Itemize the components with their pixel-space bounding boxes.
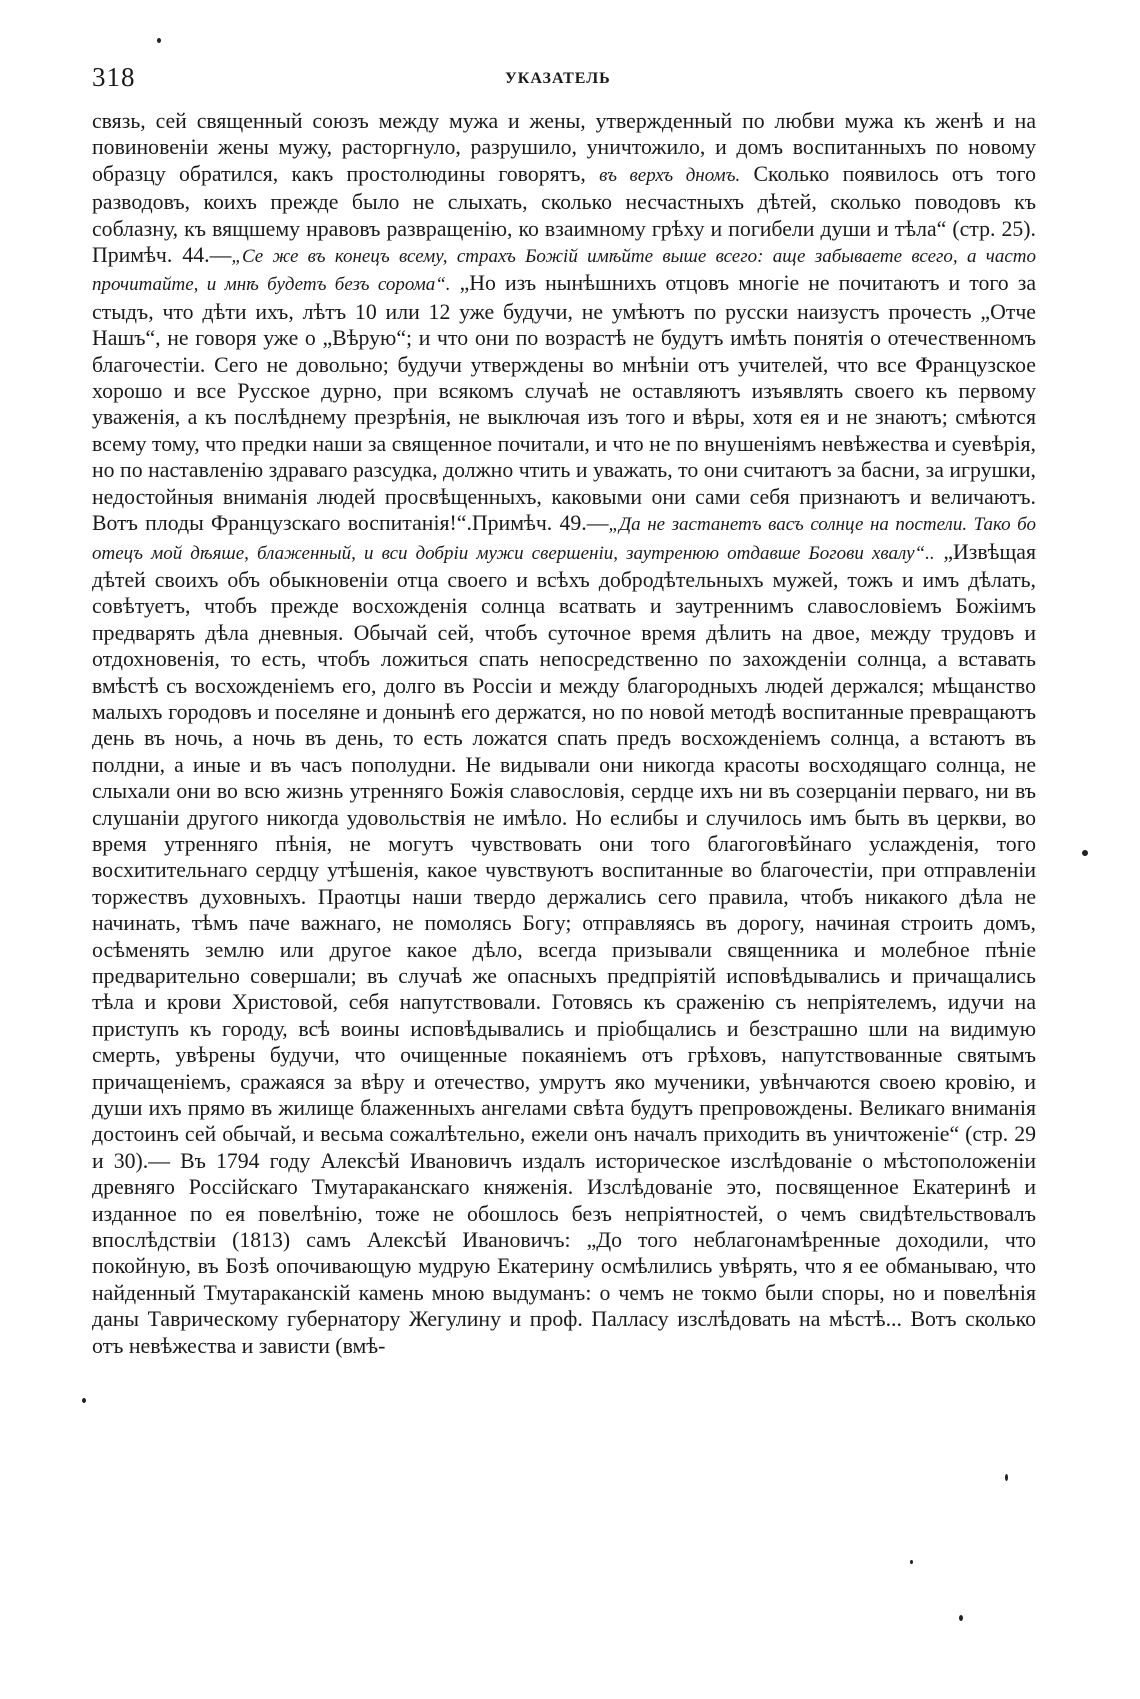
body-text [92,108,1036,1359]
scan-speck [1005,1474,1008,1481]
scan-speck [82,1398,86,1403]
italic-phrase: въ верхъ дномъ. [599,164,741,186]
text-segment: „Но изъ нынѣшнихъ отцовъ многіе не почитаютъ и того за стыдъ, что дѣти ихъ, лѣтъ 10 или 12 уже будучи, не умѣютъ по русски наизустъ прочесть „Отче Нашъ“, не говоря уже о „Вѣрую“; и что они по возрастѣ не будутъ имѣть понятія о отечественномъ благочестіи. Сего не довольно; будучи утверждены во мнѣніи отъ учителей, что все Французское хорошо и все Русское дурно, при всякомъ случаѣ не оставляютъ изъявлять своего къ первому уваженія, а къ послѣднему презрѣнія, не выключая изъ того и вѣры, хотя ея и не знаютъ; смѣются всему тому, что предки наши за священное почитали, и что не по внушеніямъ невѣжества и суевѣрія, но по наставленію здраваго разсудка, должно чтить и уважать, то они считаютъ за басни, за игрушки, недостойныя вниманія людей просвѣщенныхъ, каковыми они сами себя признаютъ и величаютъ. Вотъ плоды Французскаго воспитанія!“.Примѣч. 49.— [92,271,1036,536]
running-head: УКАЗАТЕЛЬ [505,70,611,87]
page-number: 318 [92,62,136,92]
text-segment: связь, сей священный союзъ между мужа и жены, утвержденный по любви мужа къ женѣ и на повиновеніи жены мужу, расторгнуло, разрушило, уничтожило, и домъ воспитанныхъ по новому образцу обратился, какъ простолюдины говорятъ, [92,109,1036,186]
text-segment: „Извѣщая дѣтей своихъ объ обыкновеніи отца своего и всѣхъ добродѣтельныхъ мужей, тожъ и имъ дѣлать, совѣтуетъ, чтобъ прежде восхожденія солнца всатвать и заутреннимъ славословіемъ Божіимъ предварять дѣла дневныя. Обычай сей, чтобъ суточное время дѣлить на двое, между трудовъ и отдохновенія, то есть, чтобъ ложиться спать непосредственно по захожденіи солнца, а вставать вмѣстѣ съ восхожденіемъ его, долго въ Россіи и между благородныхъ людей держался; мѣщанство малыхъ городовъ и поселяне и донынѣ его держатся, но по новой методѣ воспитанные превращаютъ день въ ночь, а ночь въ день, то есть ложатся спать предъ восхожденіемъ солнца, а встаютъ въ полдни, а иные и въ часъ пополудни. Не видывали они никогда красоты восходящаго солнца, не слыхали они во всю жизнь утренняго Божія славословія, сердце ихъ ни въ созерцаніи перваго, ни въ слушаніи другого никогда удовольствія не имѣло. Но еслибы и случилось имъ быть въ церкви, во время утренняго пѣнія, не могутъ чувствовать они того благоговѣйнаго услажденія, того восхитительнаго сердцу утѣшенія, какое чувствуютъ воспитанные во благочестіи, при отправленіи торжествъ духовныхъ. Праотцы наши твердо держались сего правила, чтобъ никакого дѣла не начинать, тѣмъ паче важнаго, не помолясь Богу; отправляясь въ дорогу, начиная строить домъ, осѣменять землю или другое какое дѣло, всегда призывали священника и молебное пѣніе предварительно совершали; въ случаѣ же опасныхъ предпріятій исповѣдывались и причащались тѣла и крови Христовой, себя напутствовали. Готовясь къ сраженію съ непріятелемъ, идучи на приступъ къ городу, всѣ воины исповѣдывались и пріобщались и безстрашно шли на видимую смерть, увѣрены будучи, что очищенные покаяніемъ отъ грѣховъ, напутствованные святымъ причащеніемъ, сражаяся за вѣру и отечество, умрутъ яко мученики, увѣнчаются своею кровію, и души ихъ прямо въ жилище блаженныхъ ангелами свѣта будутъ препровождены. Великаго вниманія достоинъ сей обычай, и весьма сожалѣтельно, ежели онъ началъ приходить въ уничтоженіе“ (стр. 29 и 30).— Въ 1794 году Алексѣй Ивановичъ издалъ историческое изслѣдованіе о мѣстоположеніи древняго Россійскаго Тмутараканскаго княженія. Изслѣдованіе это, посвященное Екатеринѣ и изданное по ея повелѣнію, тоже не обошлось безъ непріятностей, о чемъ свидѣтельствовалъ впослѣдствіи (1813) самъ Алексѣй Ивановичъ: „До того неблагонамѣренные доходили, что покойную, въ Бозѣ опочивающую мудрую Екатерину осмѣлились увѣрять, что я ее обманываю, что найденный Тмутараканскій камень мною выдуманъ: о чемъ не токмо были споры, но и повелѣнія даны Таврическому губернатору Жегулину и проф. Палласу изслѣдовать на мѣстѣ... Вотъ сколько отъ невѣжества и зависти (вмѣ- [92,539,1037,1358]
scan-speck [1082,850,1088,856]
scan-speck [910,1560,913,1564]
italic-quote: „Се же въ конецъ всему, страхъ Божій имѣйте выше всего: аще забываете всего, а часто прочитайте, и мнѣ будетъ безъ сорома“. [92,246,1037,296]
scan-speck [157,38,161,43]
scan-speck [959,1615,963,1621]
italic-quote: „Да не застанетъ васъ солнце на постели. Тако бо отецъ мой дѣяше, блаженный, и вси добріи мужи свершеніи, заутренюю отдавше Богови хвалу“.. [92,514,1036,564]
text-segment: Сколько появилось отъ того разводовъ, коихъ прежде было не слыхать, сколько несчастныхъ дѣтей, сколько поводовъ къ соблазну, къ вящшему нравовъ развращенію, ко взаимному грѣху и погибели души и тѣла“ (стр. 25). Примѣч. 44.— [92,161,1036,268]
